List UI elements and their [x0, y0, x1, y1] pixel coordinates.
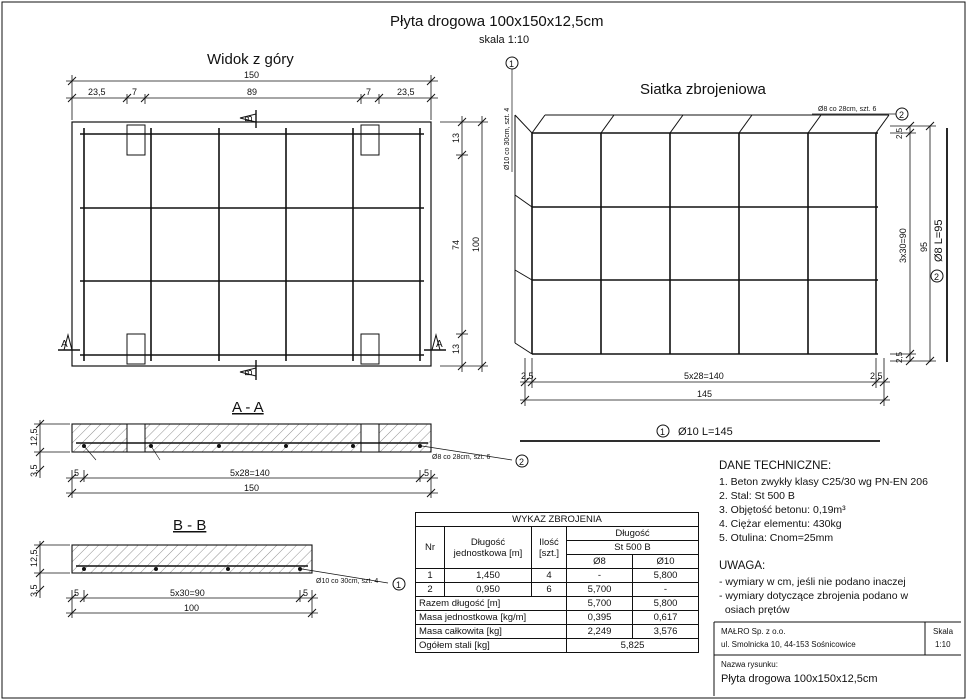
sec-a-dim-right: 5 — [424, 468, 430, 478]
table-row: Masa całkowita [kg] 2,249 3,576 — [416, 625, 699, 639]
table-title: WYKAZ ZBROJENIA — [416, 513, 699, 527]
technical-item: 2. Stal: St 500 B — [719, 490, 795, 502]
sec-b-dim-right: 5 — [303, 588, 309, 598]
bar1-label: Ø10 co 30cm, szt. 4 — [504, 107, 511, 170]
company-address: ul. Smolnicka 10, 44-153 Sośnicowice — [721, 640, 856, 649]
view-title-top: Widok z góry — [207, 51, 294, 68]
lifting-pocket — [127, 334, 145, 364]
note-item: - wymiary w cm, jeśli nie podano inaczej — [719, 576, 906, 588]
technical-item: 4. Ciężar elementu: 430kg — [719, 518, 842, 530]
slab-outline — [72, 122, 431, 366]
notes-heading: UWAGA: — [719, 560, 766, 572]
section-b-title: B - B — [173, 517, 207, 534]
sec-a-dim-mid: 5x28=140 — [230, 468, 270, 478]
sec-b-bar-label: Ø10 co 30cm, szt. 4 — [316, 578, 379, 585]
table-row: Ogółem stali [kg] 5,825 — [416, 639, 699, 653]
sec-b-dim-cover: 3,5 — [29, 584, 39, 597]
sec-b-dim-height: 12,5 — [29, 549, 39, 567]
table-row: 1 1,450 4 - 5,800 — [416, 569, 699, 583]
sec-a-bar-number: 2 — [519, 457, 525, 467]
sec-b-bar-number: 1 — [396, 580, 402, 590]
lifting-pocket — [361, 334, 379, 364]
sec-a-dim-height: 12,5 — [29, 428, 39, 446]
company-name: MAŁRO Sp. z o.o. — [721, 627, 786, 636]
note-item: osiach prętów — [719, 604, 790, 616]
dim-v-mid: 74 — [451, 239, 461, 250]
drawing-title: Płyta drogowa 100x150x12,5cm — [390, 13, 604, 30]
mesh-dimension-lines — [520, 126, 936, 406]
bar1-number: 1 — [509, 59, 515, 69]
dim-overall-length: 150 — [244, 70, 260, 80]
bar2-shape-number: 2 — [934, 272, 940, 282]
sec-a-dim-overall: 150 — [244, 483, 260, 493]
col-header-steel: St 500 B — [567, 541, 699, 555]
col-header-qty: Ilość [szt.] — [532, 527, 567, 569]
mesh-dim-right-overall: 95 — [919, 241, 929, 252]
sec-b-dim-overall: 100 — [184, 603, 200, 613]
bar2-label: Ø8 co 28cm, szt. 6 — [818, 106, 877, 113]
mesh-dim-right-top: 2,5 — [895, 127, 904, 139]
table-row: 2 0,950 6 5,700 - — [416, 583, 699, 597]
bar1-description: Ø10 L=145 — [678, 426, 733, 438]
mesh-dim-right-bot: 2,5 — [895, 351, 904, 363]
table-row: Masa jednostkowa [kg/m] 0,395 0,617 — [416, 611, 699, 625]
dim-gap1: 7 — [132, 87, 138, 97]
table-row: Razem długość [m] 5,700 5,800 — [416, 597, 699, 611]
bar2-description: Ø8 L=95 — [933, 219, 945, 262]
dimension-ticks — [68, 77, 486, 370]
sec-b-dim-mid: 5x30=90 — [170, 588, 205, 598]
col-header-d10: Ø10 — [633, 555, 699, 569]
rebar-schedule-table — [415, 512, 699, 653]
drawing-name-label: Nazwa rysunku: — [721, 660, 778, 669]
dim-gap2: 7 — [366, 87, 372, 97]
bar2-number: 2 — [899, 110, 905, 120]
dim-v-overall: 100 — [471, 236, 481, 252]
section-mark-b: B — [244, 369, 255, 376]
rebar-grid-top — [80, 128, 424, 361]
col-header-nr: Nr — [416, 527, 445, 569]
lifting-pocket — [127, 125, 145, 155]
dim-middle: 89 — [247, 87, 258, 97]
mesh-dimension-ticks — [521, 122, 934, 404]
dim-left: 23,5 — [88, 87, 106, 97]
scale-label: Skala — [933, 627, 954, 636]
sec-a-bar-label: Ø8 co 28cm, szt. 6 — [432, 454, 491, 461]
col-header-total-length: Długość — [567, 527, 699, 541]
lifting-pocket — [361, 125, 379, 155]
sec-a-dim-left: 5 — [74, 468, 80, 478]
view-title-mesh: Siatka zbrojeniowa — [640, 81, 766, 98]
dim-right: 23,5 — [397, 87, 415, 97]
col-header-d8: Ø8 — [567, 555, 633, 569]
dim-v-top: 13 — [451, 132, 461, 143]
drawing-scale: skala 1:10 — [479, 34, 530, 46]
dim-v-bot: 13 — [451, 343, 461, 354]
mesh-bars — [532, 133, 878, 354]
mesh-dim-bottom-left: 2,5 — [521, 371, 534, 381]
scale-value: 1:10 — [935, 640, 951, 649]
section-mark-a: A — [61, 339, 68, 350]
mesh-dim-bottom-right: 2,5 — [870, 371, 883, 381]
section-mark-b: B — [244, 115, 255, 122]
technical-item: 1. Beton zwykły klasy C25/30 wg PN-EN 206 — [719, 476, 928, 488]
mesh-dim-bottom-overall: 145 — [697, 389, 713, 399]
drawing-name: Płyta drogowa 100x150x12,5cm — [721, 673, 878, 685]
sec-a-dim-cover: 3,5 — [29, 464, 39, 477]
technical-heading: DANE TECHNICZNE: — [719, 460, 832, 472]
mesh-dim-right-mid: 3x30=90 — [898, 228, 908, 263]
mesh-dim-bottom-mid: 5x28=140 — [684, 371, 724, 381]
sec-b-dim-left: 5 — [74, 588, 80, 598]
technical-item: 3. Objętość betonu: 0,19m³ — [719, 504, 846, 516]
note-item: - wymiary dotyczące zbrojenia podano w — [719, 590, 909, 602]
top-dimension-lines — [66, 75, 488, 372]
col-header-length: Długość jednostkowa [m] — [445, 527, 532, 569]
bar1-shape-number: 1 — [660, 427, 666, 437]
top-view — [58, 75, 488, 380]
section-mark-a: A — [436, 339, 443, 350]
mesh-view — [506, 57, 947, 441]
section-a-title: A - A — [232, 399, 264, 416]
technical-item: 5. Otulina: Cnom=25mm — [719, 532, 834, 544]
mesh-perspective — [515, 115, 889, 354]
